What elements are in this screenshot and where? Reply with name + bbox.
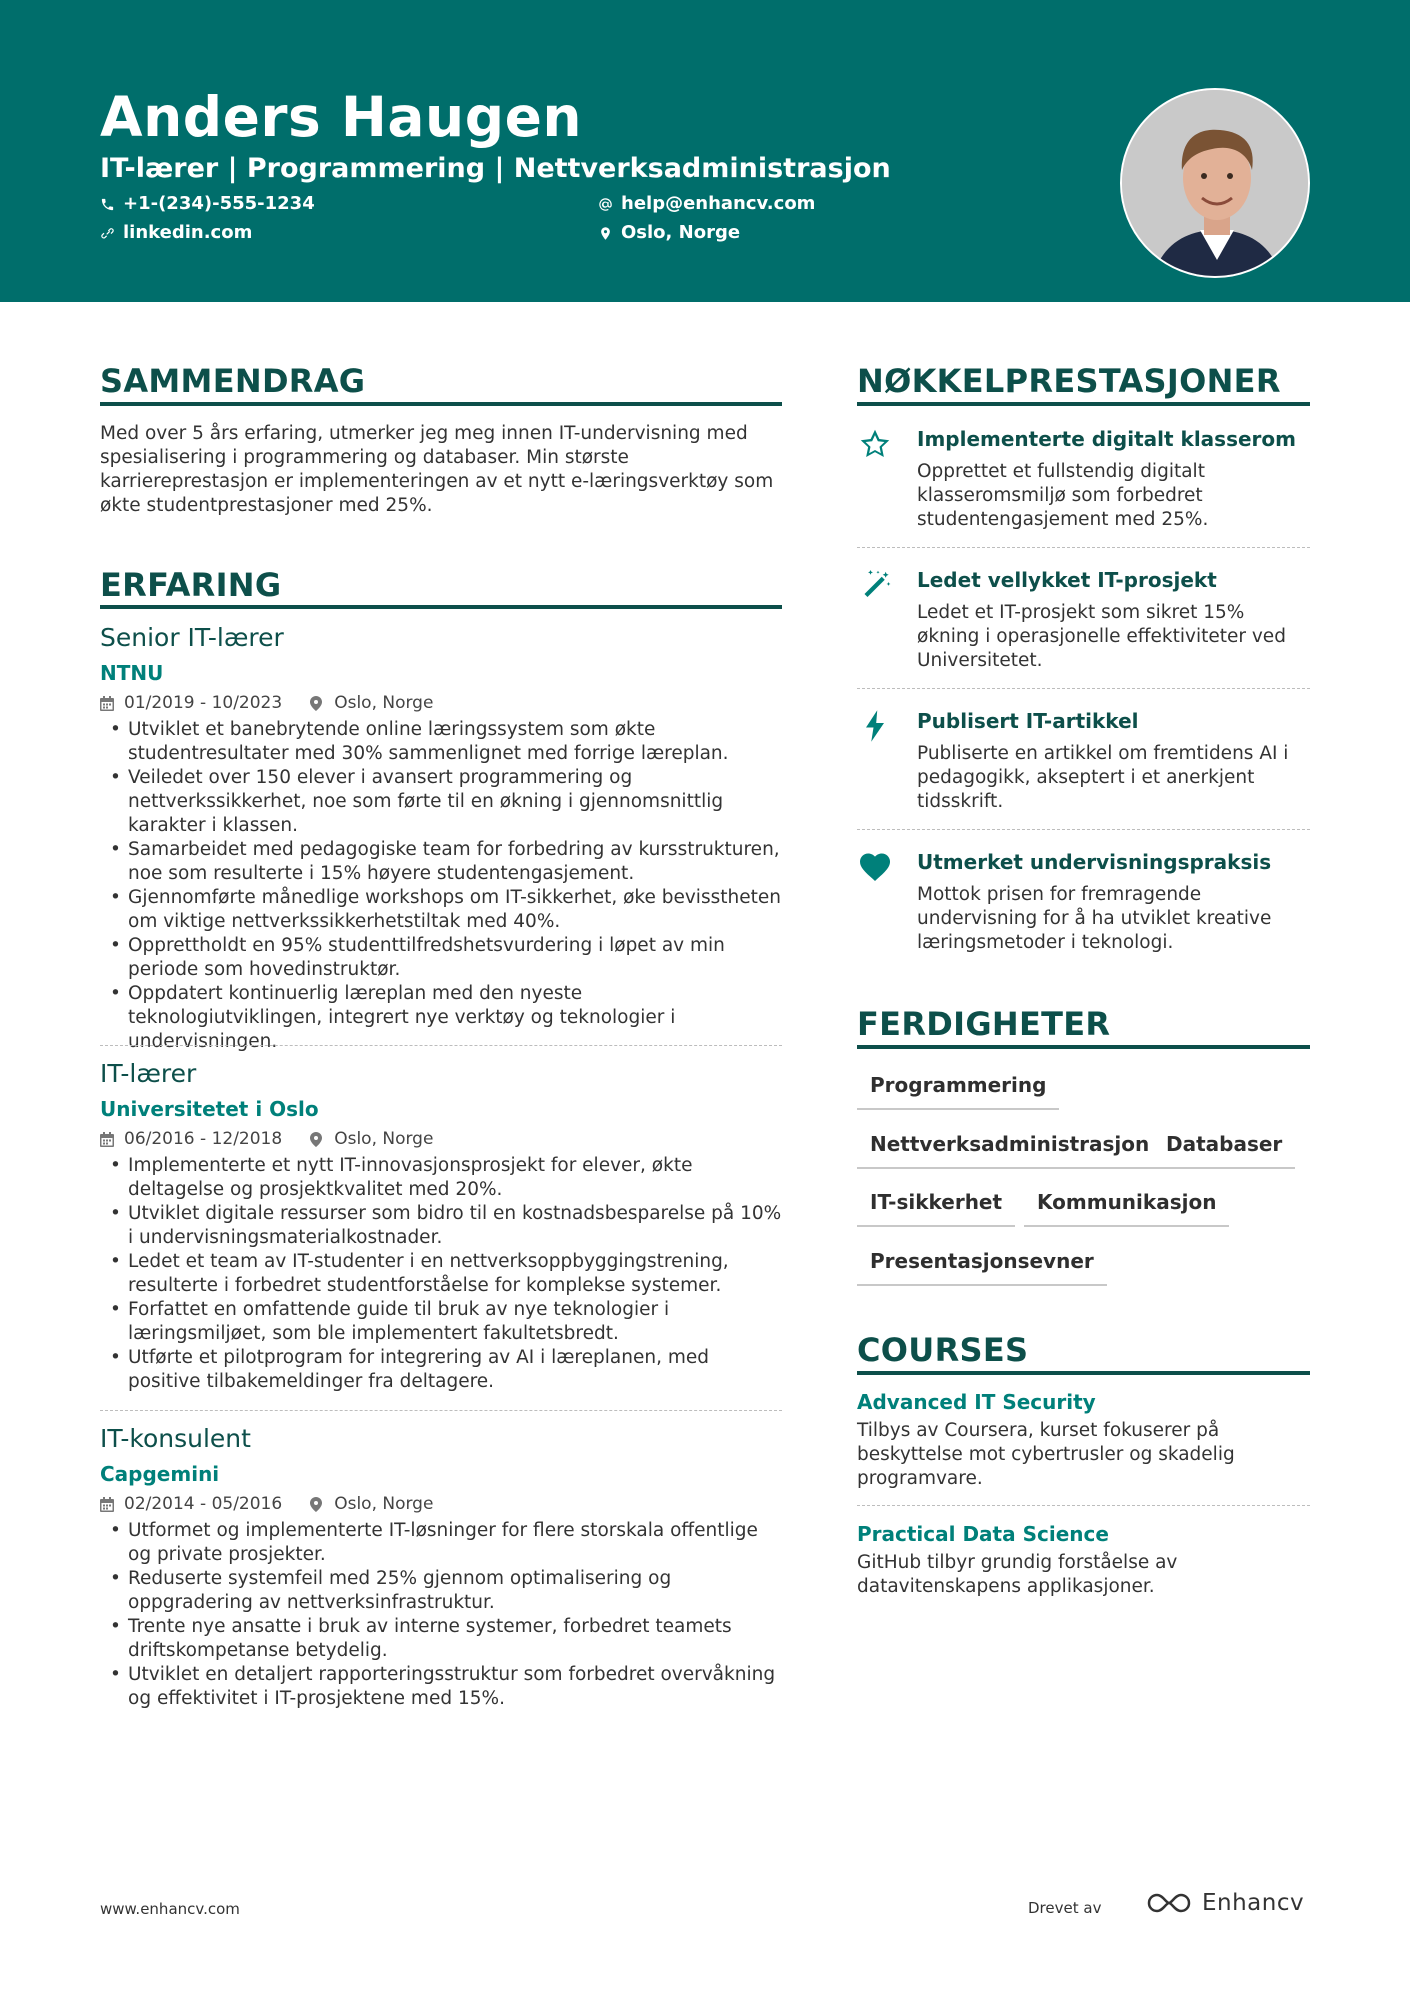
phone-text: +1-(234)-555-1234 — [123, 193, 315, 214]
contact-phone[interactable] — [100, 192, 315, 216]
star-icon — [857, 426, 893, 462]
job-location-text: Oslo, Norge — [334, 693, 434, 713]
link-icon — [100, 226, 115, 241]
job-role: Senior IT-lærer — [100, 623, 284, 652]
achievement-desc: Mottok prisen for fremragende undervisning for å ha utviklet kreative læringsmetoder i teknologi. — [917, 884, 1272, 953]
footer-powered-by: Drevet av — [1028, 1899, 1102, 1917]
achievement-item — [857, 849, 1310, 955]
bullet-item: • Forfattet en omfattende guide til bruk av nye teknologier i læringsmiljøet, som ble implementert fakultetsbredt. — [100, 1298, 782, 1346]
job-separator — [100, 1045, 782, 1046]
footer-url[interactable]: www.enhancv.com — [100, 1900, 240, 1918]
course-separator — [857, 1505, 1310, 1506]
lightning-icon — [857, 708, 893, 744]
job-bullets — [100, 718, 782, 1054]
avatar-illustration — [1122, 90, 1310, 278]
course-item — [857, 1521, 1310, 1599]
email-text: help@enhancv.com — [621, 193, 816, 214]
location-text: Oslo, Norge — [621, 222, 741, 243]
achievement-desc: Ledet et IT-prosjekt som sikret 15% økning i operasjonelle effektiviteter ved Universitetet. — [917, 602, 1286, 671]
job-separator — [100, 1410, 782, 1411]
profile-photo — [1120, 88, 1310, 278]
job-location-text: Oslo, Norge — [334, 1129, 434, 1149]
achievement-separator — [857, 547, 1310, 548]
job-role: IT-konsulent — [100, 1424, 251, 1453]
job-meta — [100, 692, 782, 714]
achievement-item — [857, 708, 1310, 814]
location-pin-icon — [310, 1497, 322, 1512]
course-title: Practical Data Science — [857, 1522, 1109, 1546]
enhancv-logo-icon — [1146, 1890, 1192, 1916]
location-pin-icon — [310, 1132, 322, 1147]
job-company: NTNU — [100, 661, 164, 685]
job-meta — [100, 1493, 782, 1515]
contact-email[interactable] — [598, 192, 815, 216]
skills-heading: FERDIGHETER — [857, 1005, 1111, 1043]
job-meta — [100, 1128, 782, 1150]
bullet-item: • Opprettholdt en 95% studenttilfredshetsvurdering i løpet av min periode som hovedinstruktør. — [100, 934, 782, 982]
achievement-title: Ledet vellykket IT-prosjekt — [917, 568, 1217, 592]
job-location — [310, 692, 433, 714]
achievement-title: Utmerket undervisningspraksis — [917, 850, 1272, 874]
skill-tag: Programmering — [857, 1072, 1059, 1110]
bullet-item: • Veiledet over 150 elever i avansert programmering og nettverkssikkerhet, noe som førte til en økning i gjennomsnittlig karakter i klassen. — [100, 766, 782, 838]
resume-header — [0, 0, 1410, 302]
bullet-item: • Implementerte et nytt IT-innovasjonsprosjekt for elever, økte deltagelse og prosjektkvalitet med 20%. — [100, 1154, 782, 1202]
course-desc: GitHub tilbyr grundig forståelse av datavitenskapens applikasjoner. — [857, 1552, 1178, 1597]
courses-divider — [857, 1371, 1310, 1375]
linkedin-text: linkedin.com — [123, 222, 253, 243]
job-location — [310, 1493, 433, 1515]
footer-brand[interactable] — [1146, 1890, 1304, 1916]
job-entry — [100, 1058, 782, 1394]
job-location-text: Oslo, Norge — [334, 1494, 434, 1514]
achievement-title: Implementerte digitalt klasserom — [917, 427, 1296, 451]
summary-text: Med over 5 års erfaring, utmerker jeg meg innen IT-undervisning med spesialisering i programmering og databaser. Min største karriereprestasjon er implementeringen av et nytt e-læringsverktøy som økte studentprestasjoner med 25%. — [100, 423, 774, 516]
skill-tag: Kommunikasjon — [1024, 1189, 1229, 1227]
skill-tag: IT-sikkerhet — [857, 1189, 1015, 1227]
skill-tag: Databaser — [1153, 1131, 1295, 1169]
bullet-item: • Trente nye ansatte i bruk av interne systemer, forbedret teamets driftskompetanse betydelig. — [100, 1615, 782, 1663]
job-location — [310, 1128, 433, 1150]
location-pin-icon — [598, 226, 613, 241]
contact-linkedin[interactable] — [100, 221, 252, 245]
candidate-name: Anders Haugen — [100, 85, 583, 149]
summary-divider — [100, 402, 782, 406]
job-company: Capgemini — [100, 1462, 220, 1486]
experience-heading: ERFARING — [100, 566, 282, 604]
bullet-item: • Utviklet digitale ressurser som bidro til en kostnadsbesparelse på 10% i undervisningsmaterialkostnader. — [100, 1202, 782, 1250]
job-dates: 01/2019 - 10/2023 — [124, 693, 283, 713]
job-company: Universitetet i Oslo — [100, 1097, 319, 1121]
candidate-headline: IT-lærer | Programmering | Nettverksadministrasjon — [100, 153, 891, 184]
bullet-item: • Reduserte systemfeil med 25% gjennom optimalisering og oppgradering av nettverksinfrastruktur. — [100, 1567, 782, 1615]
achievement-item — [857, 426, 1310, 532]
magic-wand-icon — [857, 567, 893, 603]
bullet-item: • Utformet og implementerte IT-løsninger for flere storskala offentlige og private prosjekter. — [100, 1519, 782, 1567]
contact-location — [598, 221, 740, 245]
job-entry — [100, 622, 782, 1054]
achievement-title: Publisert IT-artikkel — [917, 709, 1139, 733]
at-icon — [598, 197, 613, 212]
course-desc: Tilbys av Coursera, kurset fokuserer på beskyttelse mot cybertrusler og skadelig programvare. — [857, 1420, 1235, 1489]
skills-divider — [857, 1045, 1310, 1049]
bullet-item: • Samarbeidet med pedagogiske team for forbedring av kursstrukturen, noe som resulterte i 15% høyere studentengasjement. — [100, 838, 782, 886]
calendar-icon — [100, 1497, 114, 1512]
achievements-divider — [857, 402, 1310, 406]
location-pin-icon — [310, 696, 322, 711]
bullet-item: • Ledet et team av IT-studenter i en nettverksoppbyggingstrening, resulterte i forbedret studentforståelse for komplekse systemer. — [100, 1250, 782, 1298]
skill-tag: Nettverksadministrasjon — [857, 1131, 1162, 1169]
achievement-separator — [857, 688, 1310, 689]
achievements-heading: NØKKELPRESTASJONER — [857, 362, 1281, 400]
job-entry — [100, 1423, 782, 1711]
achievement-separator — [857, 829, 1310, 830]
bullet-item: • Oppdatert kontinuerlig læreplan med den nyeste teknologiutviklingen, integrert nye verktøy og teknologier i undervisningen. — [100, 982, 782, 1054]
course-title: Advanced IT Security — [857, 1390, 1096, 1414]
job-bullets — [100, 1519, 782, 1711]
footer-brand-name: Enhancv — [1202, 1890, 1305, 1916]
courses-heading: COURSES — [857, 1331, 1029, 1369]
achievement-desc: Opprettet et fullstendig digitalt klasseromsmiljø som forbedret studentengasjement med 25%. — [917, 461, 1209, 530]
achievement-item — [857, 567, 1310, 673]
summary-heading: SAMMENDRAG — [100, 362, 366, 400]
skill-tag: Presentasjonsevner — [857, 1248, 1107, 1286]
achievement-desc: Publiserte en artikkel om fremtidens AI i pedagogikk, akseptert i et anerkjent tidsskrift. — [917, 743, 1289, 812]
calendar-icon — [100, 696, 114, 711]
job-role: IT-lærer — [100, 1059, 197, 1088]
calendar-icon — [100, 1132, 114, 1147]
bullet-item: • Gjennomførte månedlige workshops om IT-sikkerhet, øke bevisstheten om viktige nettverkssikkerhetstiltak med 40%. — [100, 886, 782, 934]
job-dates: 02/2014 - 05/2016 — [124, 1494, 283, 1514]
experience-divider — [100, 605, 782, 609]
course-item — [857, 1389, 1310, 1491]
job-dates: 06/2016 - 12/2018 — [124, 1129, 283, 1149]
bullet-item: • Utførte et pilotprogram for integrering av AI i læreplanen, med positive tilbakemeldinger fra deltagere. — [100, 1346, 782, 1394]
bullet-item: • Utviklet en detaljert rapporteringsstruktur som forbedret overvåkning og effektivitet i IT-prosjektene med 15%. — [100, 1663, 782, 1711]
heart-icon — [857, 849, 893, 885]
phone-icon — [100, 197, 115, 212]
job-bullets — [100, 1154, 782, 1394]
bullet-item: • Utviklet et banebrytende online læringssystem som økte studentresultater med 30% sammenlignet med forrige læreplan. — [100, 718, 782, 766]
